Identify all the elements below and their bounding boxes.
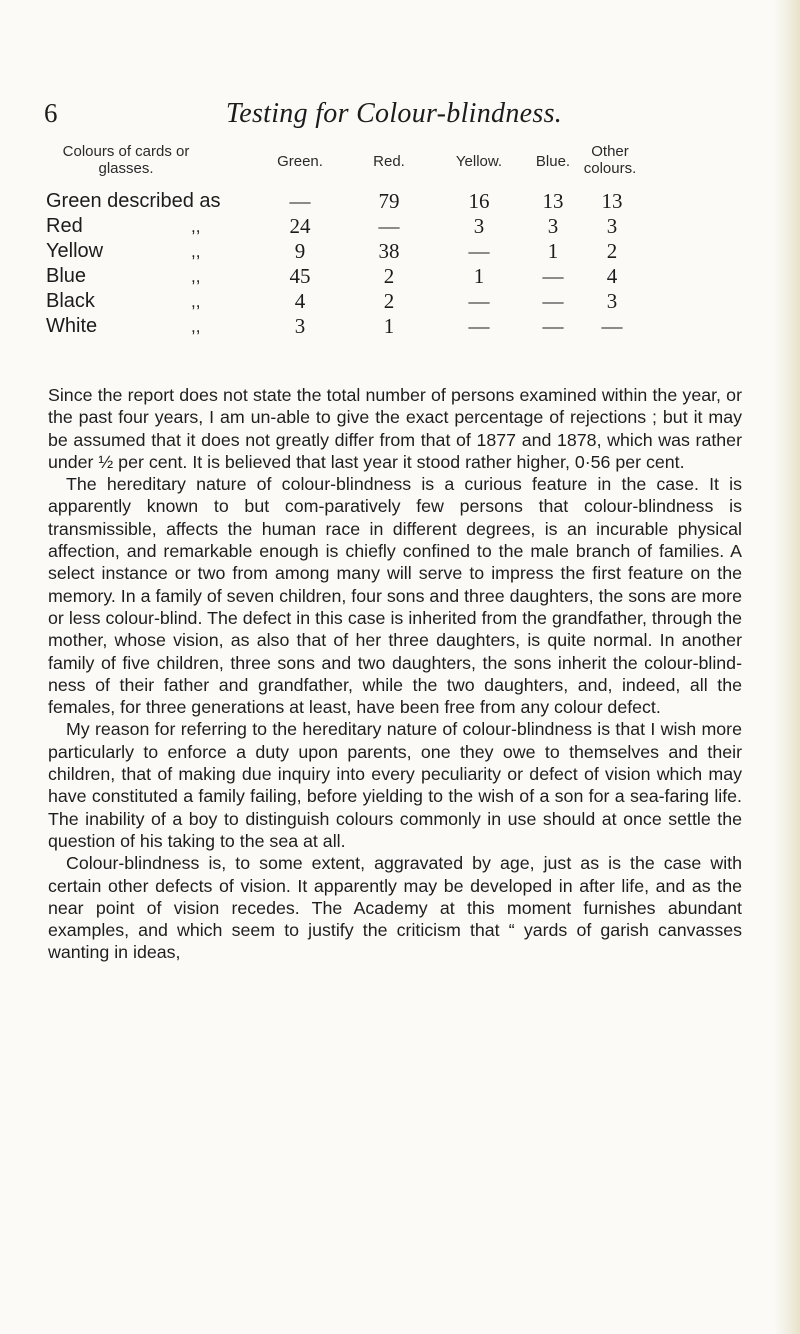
cell-yellow: 16 <box>468 189 490 213</box>
page-edge-shading <box>774 0 800 1334</box>
table-row <box>44 239 744 264</box>
column-header-other: Other colours. <box>583 143 637 177</box>
ditto-mark: ,, <box>191 217 201 236</box>
cell-yellow: 1 <box>473 264 485 288</box>
cell-yellow: — <box>468 289 490 313</box>
ditto-mark: ,, <box>191 267 201 286</box>
running-title: Testing for Colour-blindness. <box>225 98 563 129</box>
paragraph: Since the report does not state the total number of persons examined within the year, or the past four years, I am un-able to give the exact percentage of rejections ; but it may be assumed that it does not greatly differ from that of 1877 and 1878, which was rather under ½ per cent. It is believed that last year it stood rather higher, 0·56 per cent. <box>48 385 742 472</box>
rejections-table <box>44 143 744 339</box>
row-label: White <box>46 315 98 337</box>
cell-blue: — <box>542 314 564 338</box>
cell-other: 3 <box>606 214 618 238</box>
cell-other: — <box>601 314 623 338</box>
page-header <box>44 98 744 138</box>
cell-other: 3 <box>606 289 618 313</box>
table-row <box>44 214 744 239</box>
cell-red: 2 <box>383 289 395 313</box>
table-row <box>44 189 744 214</box>
paragraph: My reason for referring to the hereditary nature of colour-blindness is that I wish more particularly to enforce a duty upon parents, one they owe to themselves and their children, that of making due inquiry into every peculiarity or defect of vision which may have constituted a family failing, before yielding to the wish of a son for a sea-faring life. The inability of a boy to distinguish colours commonly in use should at once settle the question of his taking to the sea at all. <box>48 719 742 851</box>
cell-red: 79 <box>378 189 400 213</box>
column-header-yellow: Yellow. <box>455 153 503 170</box>
column-header-green: Green. <box>277 153 323 170</box>
ditto-mark: ,, <box>191 292 201 311</box>
cell-green: — <box>289 189 311 213</box>
cell-green: 3 <box>294 314 306 338</box>
cell-blue: — <box>542 264 564 288</box>
cell-yellow: — <box>468 314 490 338</box>
cell-other: 4 <box>606 264 618 288</box>
ditto-mark: ,, <box>191 242 201 261</box>
cell-blue: — <box>542 289 564 313</box>
row-label: Black <box>46 290 95 312</box>
paragraph: The hereditary nature of colour-blindness is a curious feature in the case. It is apparently known to but com-paratively few persons that colour-blindness is transmissible, affects the human race in different degrees, is an incurable physical affection, and remarkable enough is chiefly confined to the male branch of families. A select instance or two from among many will serve to impress the first feature on the memory. In a family of seven children, four sons and three daughters, the sons are more or less colour-blind. The defect in this case is inherited from the grandfather, through the mother, whose vision, as also that of her three daughters, is quite normal. In another family of five children, three sons and two daughters, the sons inherit the colour-blind-ness of their father and grandfather, while the two daughters, and, indeed, all the females, for three generations at least, have been free from any colour defect. <box>48 474 742 718</box>
cell-green: 45 <box>289 264 311 288</box>
table-row <box>44 264 744 289</box>
row-label: Yellow <box>46 240 104 262</box>
row-label: Blue <box>46 265 87 287</box>
table-header <box>44 143 744 189</box>
row-label: Red <box>46 215 83 237</box>
column-header-blue: Blue. <box>535 153 571 170</box>
column-header-label: Colours of cards or glasses. <box>62 143 190 177</box>
cell-green: 9 <box>294 239 306 263</box>
table-row <box>44 289 744 314</box>
paragraph: Colour-blindness is, to some extent, aggravated by age, just as is the case with certain other defects of vision. It apparently may be developed in after life, and as the near point of vision recedes. The Academy at this moment furnishes abundant examples, and which seem to justify the criticism that “ yards of garish canvasses wanting in ideas, <box>48 853 742 963</box>
cell-yellow: 3 <box>473 214 485 238</box>
cell-other: 2 <box>606 239 618 263</box>
table-row <box>44 314 744 339</box>
cell-blue: 3 <box>547 214 559 238</box>
cell-green: 24 <box>289 214 311 238</box>
cell-green: 4 <box>294 289 306 313</box>
cell-other: 13 <box>601 189 623 213</box>
ditto-mark: ,, <box>191 317 201 336</box>
cell-red: 38 <box>378 239 400 263</box>
cell-red: 1 <box>383 314 395 338</box>
cell-red: 2 <box>383 264 395 288</box>
column-header-red: Red. <box>373 153 405 170</box>
row-label: Green described as <box>46 190 221 212</box>
cell-red: — <box>378 214 400 238</box>
body-text <box>48 384 742 964</box>
cell-yellow: — <box>468 239 490 263</box>
cell-blue: 1 <box>547 239 559 263</box>
cell-blue: 13 <box>542 189 564 213</box>
page-number: 6 <box>44 98 58 128</box>
